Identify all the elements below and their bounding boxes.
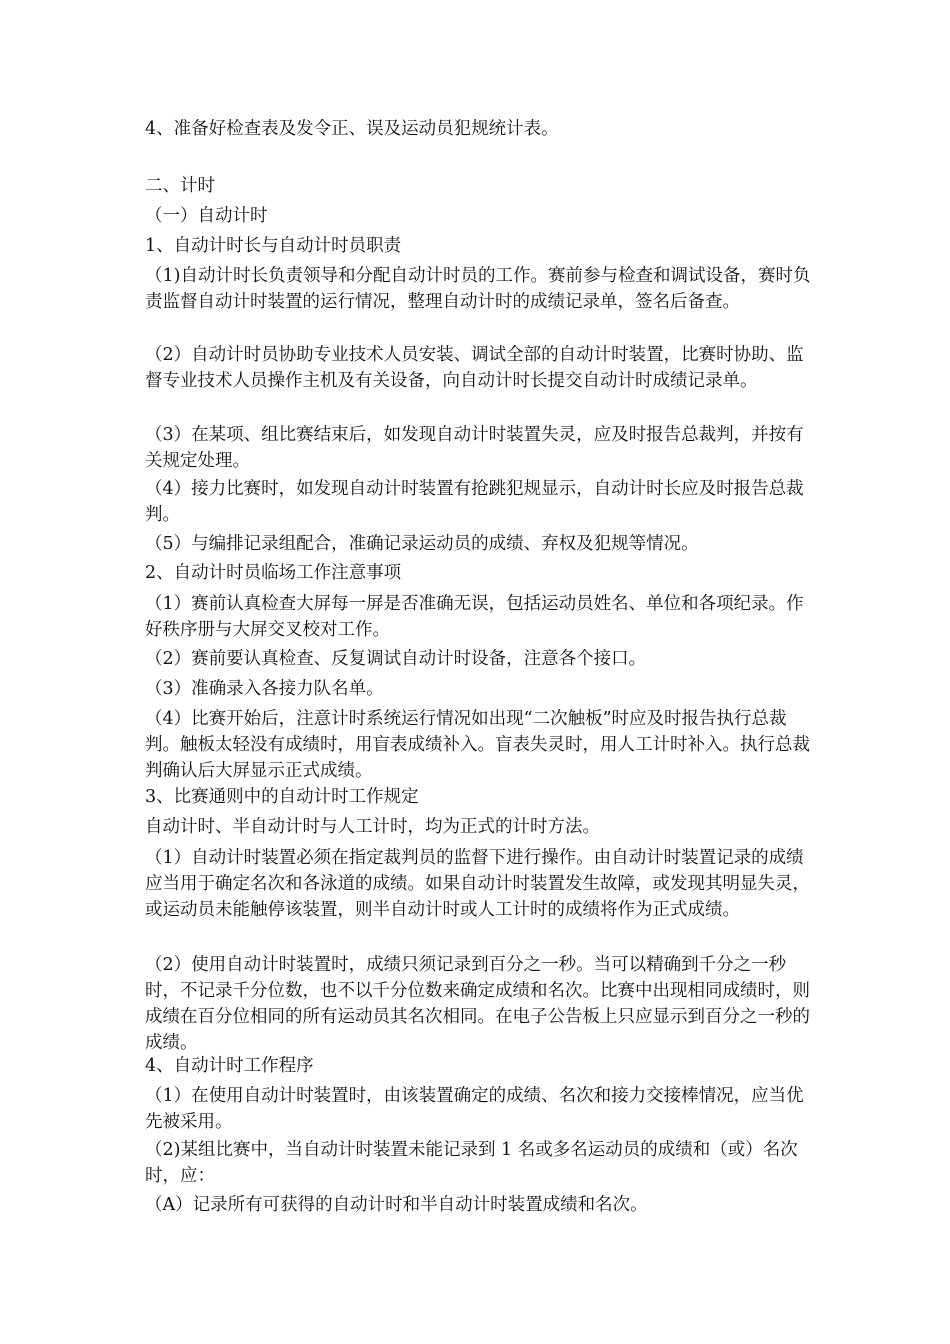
subsection-heading-auto-timing: （一）自动计时 [145, 206, 268, 226]
paragraph-rules-intro: 自动计时、半自动计时与人工计时，均为正式的计时方法。 [145, 817, 600, 837]
paragraph-duty-4: （4）接力比赛时，如发现自动计时装置有抢跳犯规显示，自动计时长应及时报告总裁判。 [145, 479, 804, 525]
heading-procedure: 4、自动计时工作程序 [145, 1056, 314, 1076]
paragraph-procedure-2: （2)某组比赛中，当自动计时装置未能记录到 1 名或多名运动员的成绩和（或）名次时，应： [145, 1140, 798, 1186]
paragraph-note-2: （2）赛前要认真检查、反复调试自动计时设备，注意各个接口。 [145, 649, 647, 669]
paragraph-rule-2: （2）使用自动计时装置时，成绩只须记录到百分之一秒。当可以精确到千分之一秒时，不记录千分位数，也不以千分位数来确定成绩和名次。比赛中出现相同成绩时，则成绩在百分位相同的所有运动员其名次相同。在电子公告板上只应显示到百分之一秒的成绩。 [145, 955, 810, 1053]
heading-duties: 1、自动计时长与自动计时员职责 [145, 236, 402, 256]
paragraph-duty-1: （1)自动计时长负责领导和分配自动计时员的工作。赛前参与检查和调试设备，赛时负责监督自动计时装置的运行情况，整理自动计时的成绩记录单，签名后备查。 [145, 266, 811, 312]
paragraph-procedure-a: （A）记录所有可获得的自动计时和半自动计时装置成绩和名次。 [145, 1195, 648, 1215]
heading-rules: 3、比赛通则中的自动计时工作规定 [145, 787, 419, 807]
paragraph-note-4: （4）比赛开始后，注意计时系统运行情况如出现“二次触板”时应及时报告执行总裁判。触板太轻没有成绩时，用盲表成绩补入。盲表失灵时，用人工计时补入。执行总裁判确认后大屏显示正式成绩。 [145, 709, 810, 781]
paragraph-note-3: （3）准确录入各接力队名单。 [145, 679, 384, 699]
paragraph-duty-5: （5）与编排记录组配合，准确记录运动员的成绩、弃权及犯规等情况。 [145, 534, 699, 554]
heading-field-notes: 2、自动计时员临场工作注意事项 [145, 563, 402, 583]
paragraph-note-1: （1）赛前认真检查大屏每一屏是否准确无误，包括运动员姓名、单位和各项纪录。作好秩序册与大屏交叉校对工作。 [145, 594, 804, 640]
paragraph-duty-2: （2）自动计时员协助专业技术人员安装、调试全部的自动计时装置，比赛时协助、监督专业技术人员操作主机及有关设备，向自动计时长提交自动计时成绩记录单。 [145, 345, 804, 391]
paragraph-1: 4、准备好检查表及发令正、误及运动员犯规统计表。 [145, 119, 559, 139]
paragraph-rule-1: （1）自动计时装置必须在指定裁判员的监督下进行操作。由自动计时装置记录的成绩应当用于确定名次和各泳道的成绩。如果自动计时装置发生故障，或发现其明显失灵，或运动员未能触停该装置，则半自动计时或人工计时的成绩将作为正式成绩。 [145, 848, 810, 920]
paragraph-procedure-1: （1）在使用自动计时装置时，由该装置确定的成绩、名次和接力交接棒情况，应当优先被采用。 [145, 1086, 804, 1132]
paragraph-duty-3: （3）在某项、组比赛结束后，如发现自动计时装置失灵，应及时报告总裁判，并按有关规定处理。 [145, 425, 804, 471]
section-heading-timing: 二、计时 [145, 176, 215, 196]
